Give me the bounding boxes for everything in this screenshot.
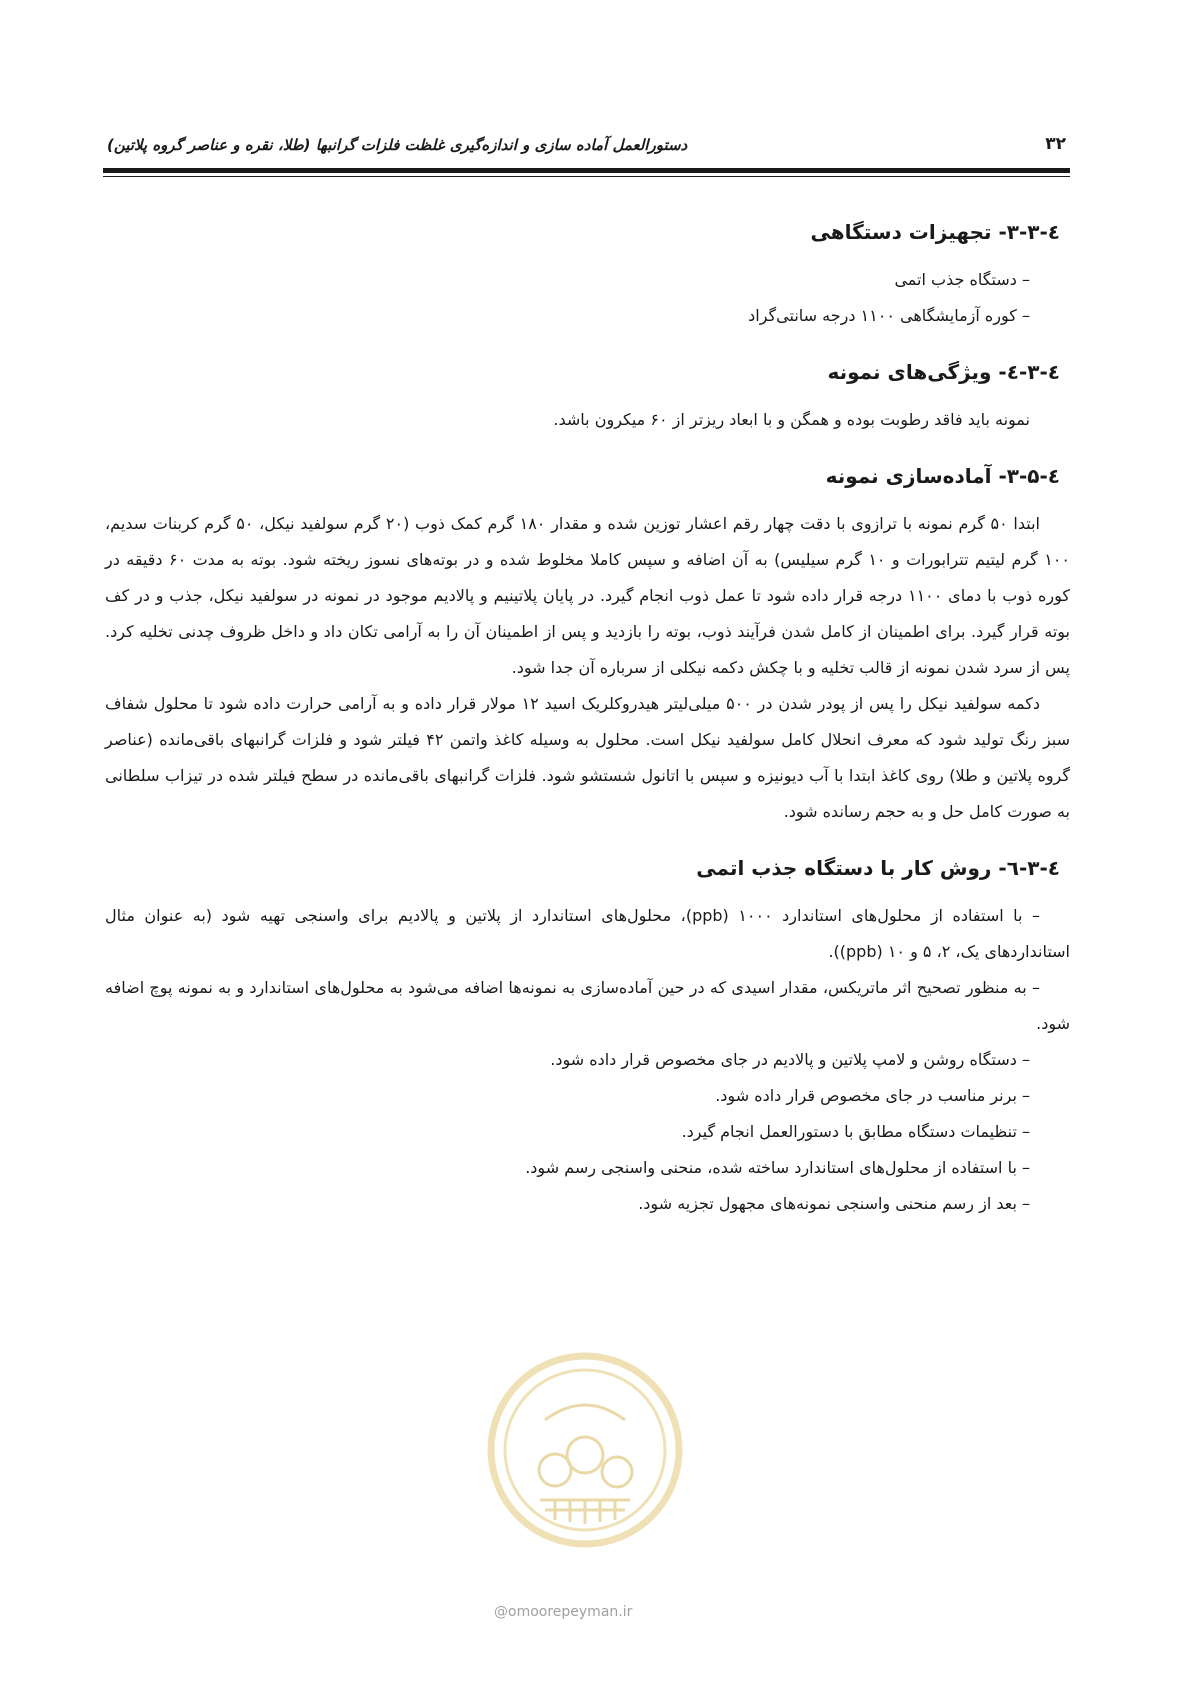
- section-aas-procedure: [105, 852, 1070, 1222]
- list-item: – کوره آزمایشگاهی ۱۱۰۰ درجه سانتی‌گراد: [748, 306, 1030, 325]
- paragraph: دکمه سولفید نیکل را پس از پودر شدن در ۵۰۰ میلی‌لیتر هیدروکلریک اسید ۱۲ مولار قرار داده و به آرامی حرارت داده شود تا محلول شفاف سبز رنگ تولید شود که معرف انحلال کامل سولفید نیکل است. محلول به وسیله کاغذ واتمن ۴۲ فیلتر شود و فلزات گرانبهای باقی‌مانده (عناصر گروه پلاتین و طلا) روی کاغذ ابتدا با آب دیونیزه و سپس با اتانول شستشو شود. فلزات گرانبهای باقی‌مانده در سطح فیلتر شده در تیزاب سلطانی به صورت کامل حل و به حجم رسانده شود.: [105, 694, 1071, 821]
- list-item: – دستگاه جذب اتمی: [894, 270, 1030, 289]
- paragraph: – با استفاده از محلول‌های استاندارد ۱۰۰۰ (ppb)، محلول‌های استاندارد از پلاتین و پالادیم برای واسنجی تهیه شود (به عنوان مثال استانداردهای یک، ۲، ۵ و ۱۰ (ppb)).: [105, 906, 1070, 961]
- section-equipment: [115, 216, 1060, 334]
- page-header: [103, 126, 1070, 166]
- list-item: – برنر مناسب در جای مخصوص قرار داده شود.: [715, 1086, 1030, 1105]
- section-heading: ٤-۳-۳- تجهیزات دستگاهی: [810, 220, 1060, 244]
- running-title: دستورالعمل آماده سازی و اندازه‌گیری غلظت فلزات گرانبها (طلا، نقره و عناصر گروه پلاتین): [107, 136, 688, 154]
- header-rule-thick: [103, 168, 1070, 173]
- page-number: ۳۲: [1045, 134, 1066, 154]
- list-item: – تنظیمات دستگاه مطابق با دستورالعمل انجام گیرد.: [681, 1122, 1030, 1141]
- header-rule-thin: [103, 176, 1070, 177]
- paragraph: ابتدا ۵۰ گرم نمونه با ترازوی با دقت چهار رقم اعشار توزین شده و مقدار ۱۸۰ گرم کمک ذوب (۲۰ گرم سولفید نیکل، ۵۰ گرم کربنات سدیم، ۱۰۰ گرم لیتیم تترابورات و ۱۰ گرم سیلیس) به آن اضافه و سپس کاملا مخلوط شده و در بوته‌های نسوز ریخته شود. بوته به مدت ۶۰ دقیقه در کوره ذوب با دمای ۱۱۰۰ درجه قرار داده شود تا عمل ذوب انجام گیرد. در پایان پلاتینیم و پالادیم موجود در نمونه در سولفید نیکل، جذب و در کف بوته قرار گیرد. برای اطمینان از کامل شدن فرآیند ذوب، بوته را بازدید و پس از اطمینان آن را به آرامی تکان داد و داخل ظروف چدنی تخلیه کرد. پس از سرد شدن نمونه از قالب تخلیه و با چکش دکمه نیکلی از سرباره آن جدا شود.: [105, 514, 1071, 677]
- paragraph: – به منظور تصحیح اثر ماتریکس، مقدار اسیدی که در حین آماده‌سازی به نمونه‌ها اضافه می‌شود به محلول‌های استاندارد و به نمونه پوچ اضافه شود.: [105, 978, 1070, 1033]
- stamp-logo-icon: [485, 1350, 685, 1550]
- list-item: – بعد از رسم منحنی واسنجی نمونه‌های مجهول تجزیه شود.: [638, 1194, 1030, 1213]
- watermark-url: @omoorepeyman.ir: [494, 1604, 633, 1620]
- page-content: [105, 216, 1071, 1244]
- equipment-list: [115, 262, 1060, 334]
- section-sample-properties: [115, 356, 1060, 438]
- section-sample-preparation: [105, 460, 1071, 830]
- list-item: – با استفاده از محلول‌های استاندارد ساخته شده، منحنی واسنجی رسم شود.: [525, 1158, 1030, 1177]
- paragraph: نمونه باید فاقد رطوبت بوده و همگن و با ابعاد ریزتر از ۶۰ میکرون باشد.: [553, 410, 1030, 429]
- list-item: – دستگاه روشن و لامپ پلاتین و پالادیم در جای مخصوص قرار داده شود.: [550, 1050, 1030, 1069]
- section-heading: ٤-۳-٤- ویژگی‌های نمونه: [827, 360, 1060, 384]
- section-heading: ٤-۳-۵- آماده‌سازی نمونه: [825, 464, 1060, 488]
- section-heading: ٤-۳-٦- روش کار با دستگاه جذب اتمی: [696, 856, 1060, 880]
- procedure-list: [115, 1042, 1060, 1222]
